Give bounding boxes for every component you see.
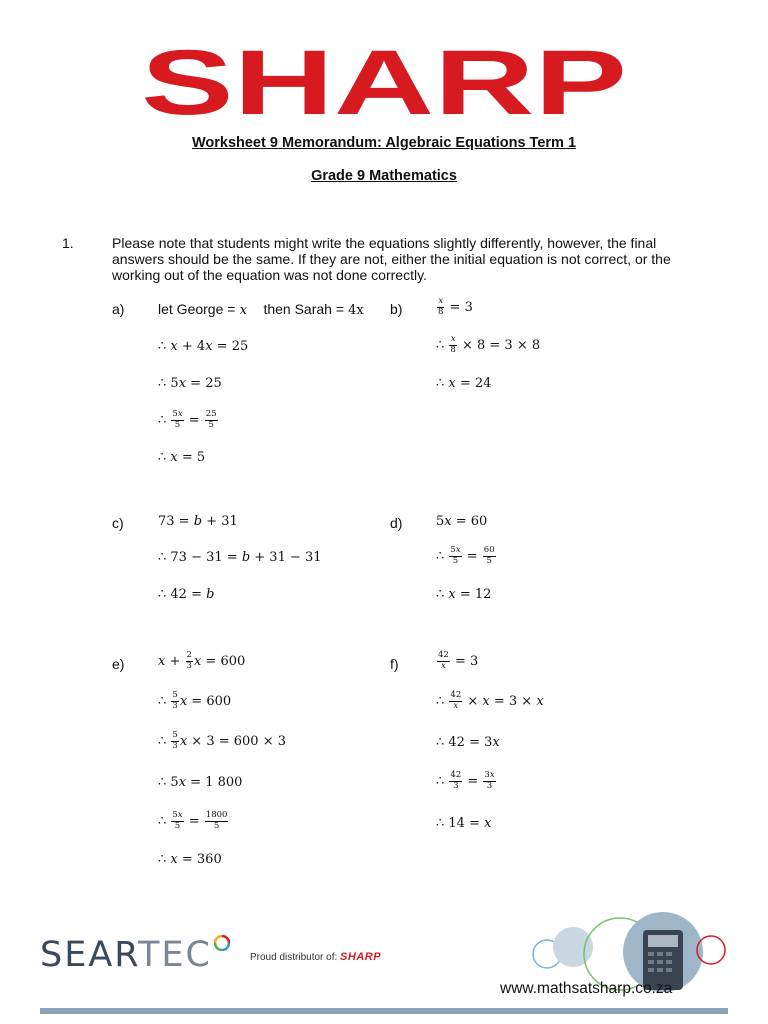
part-a-line-1: let George = x then Sarah = 4x (158, 301, 364, 318)
part-f-line-2: ∴ $\frac{42}{x}$ × x = 3 × x (436, 690, 544, 711)
part-d-line-2: ∴ $\frac{5x}{5}$ = $\frac{60}{5}$ (436, 545, 495, 566)
part-c-line-2: ∴ 73 − 31 = b + 31 − 31 (158, 550, 322, 565)
part-b-line-3: ∴ x = 24 (436, 376, 492, 391)
part-d-line-3: ∴ x = 12 (436, 587, 492, 602)
part-f-line-1: $\frac{42}{x}$ = 3 (438, 650, 479, 671)
part-d-label: d) (390, 515, 403, 531)
part-b-line-2: ∴ $\frac{x}{8}$ × 8 = 3 × 8 (436, 334, 541, 355)
part-a-line-3: ∴ 5x = 25 (158, 376, 222, 391)
part-c-line-3: ∴ 42 = b (158, 587, 215, 602)
seartec-logo-tec: TEC (138, 935, 212, 975)
part-c-label: c) (112, 515, 124, 531)
part-a-line-2: ∴ x + 4x = 25 (158, 339, 249, 354)
part-d-line-1: 5x = 60 (436, 514, 488, 529)
sharp-logo-text: SHARP (141, 42, 627, 120)
page-subtitle: Grade 9 Mathematics (311, 168, 457, 184)
part-c-line-1: 73 = b + 31 (158, 514, 238, 529)
part-a-line-4: ∴ $\frac{5x}{5}$ = $\frac{25}{5}$ (158, 409, 217, 430)
part-b-line-1: $\frac{x}{8}$ = 3 (438, 296, 473, 317)
seartec-logo (40, 935, 230, 975)
distributor-note (250, 951, 381, 963)
distributor-brand: SHARP (340, 951, 382, 963)
page-title: Worksheet 9 Memorandum: Algebraic Equations Term 1 (191, 135, 577, 151)
part-f-line-3: ∴ 42 = 3x (436, 735, 500, 750)
sharp-logo (140, 42, 628, 120)
part-a-label: a) (112, 301, 125, 317)
part-e-line-4: ∴ 5x = 1 800 (158, 775, 243, 790)
part-f-label: f) (390, 656, 399, 672)
part-b-label: b) (390, 301, 403, 317)
part-e-line-1: x + $\frac{2}{3}$ x = 600 (158, 650, 246, 671)
seartec-logo-sear: SEAR (40, 935, 139, 975)
part-f-line-4: ∴ $\frac{42}{3}$ = $\frac{3x}{3}$ (436, 770, 495, 791)
part-e-line-6: ∴ x = 360 (158, 852, 222, 867)
part-e-line-5: ∴ $\frac{5x}{5}$ = $\frac{1800}{5}$ (158, 810, 228, 831)
seartec-logo-mark-icon (214, 935, 230, 951)
part-a-line-5: ∴ x = 5 (158, 450, 206, 465)
part-e-line-2: ∴ $\frac{5}{3}$ x = 600 (158, 690, 232, 711)
part-e-label: e) (112, 656, 125, 672)
question-number: 1. (62, 235, 74, 251)
question-intro: Please note that students might write the equations slightly differently, however, the final answers should be the same. If they are not, either the initial equation is not correct, or the working out of the equation was not done correctly. (112, 235, 671, 283)
footer-bar (40, 1008, 728, 1014)
website-url: www.mathsatsharp.co.za (500, 980, 673, 997)
part-e-line-3: ∴ $\frac{5}{3}$ x × 3 = 600 × 3 (158, 730, 286, 751)
distributor-text: Proud distributor of: (250, 952, 338, 963)
part-f-line-5: ∴ 14 = x (436, 816, 492, 831)
